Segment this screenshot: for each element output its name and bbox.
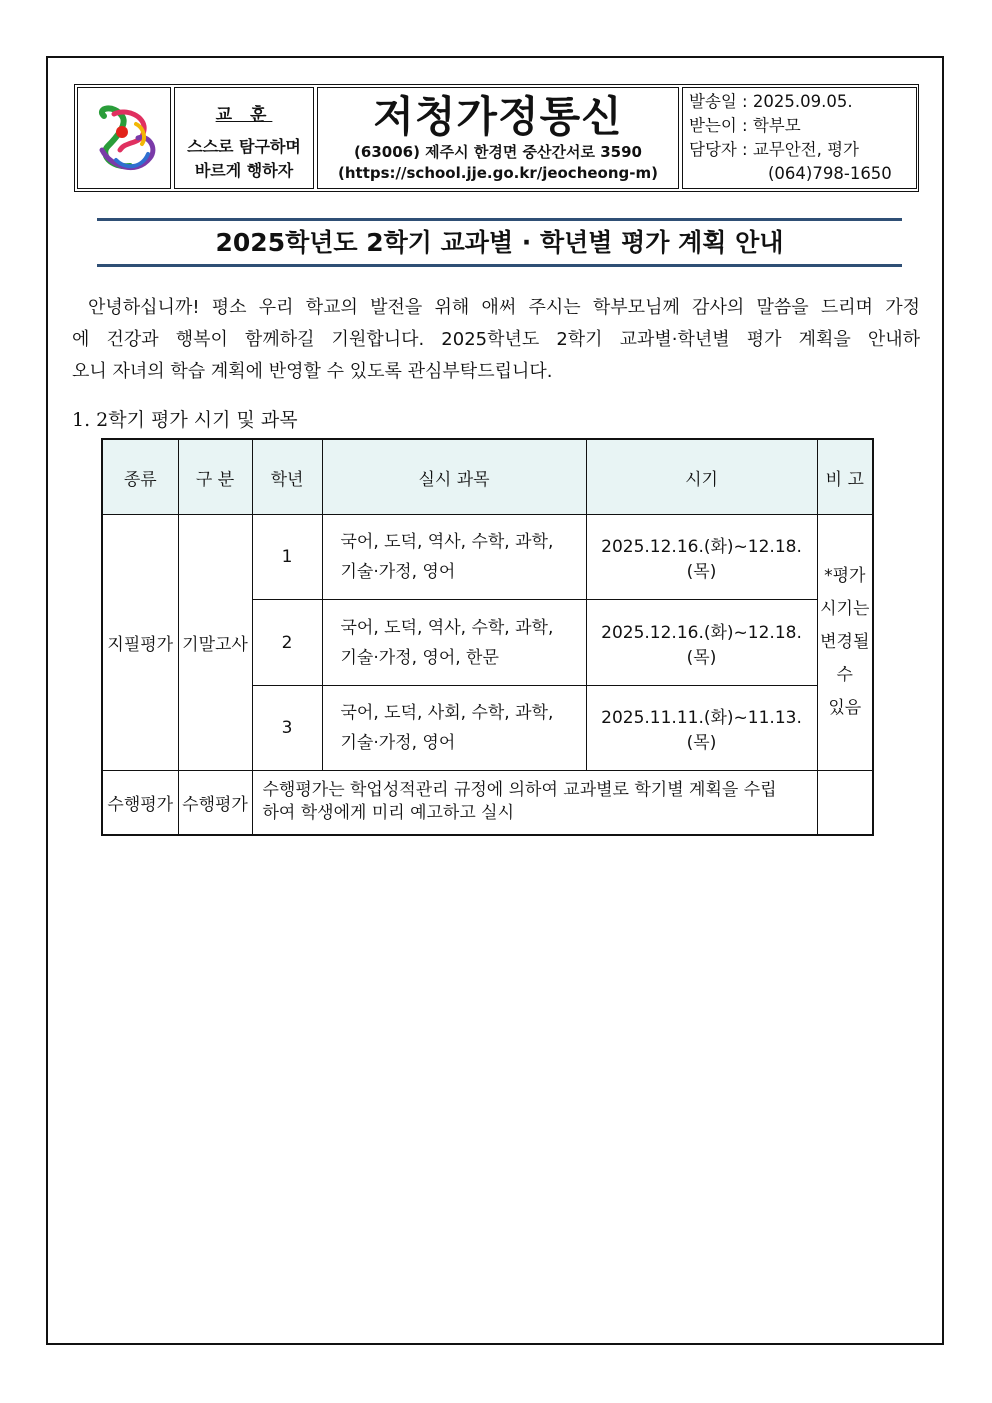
subjects-line: 국어, 도덕, 역사, 수학, 과학, <box>340 617 554 638</box>
written-type-cell: 지필평가 <box>102 515 178 771</box>
performance-category-cell: 수행평가 <box>178 771 252 835</box>
banner-top-rule <box>97 218 902 221</box>
issue-info <box>682 87 917 189</box>
subjects-line: 기술·가정, 영어, 한문 <box>340 647 499 668</box>
intro-line: 오니 자녀의 학습 계획에 반영할 수 있도록 관심부탁드립니다. <box>72 361 553 382</box>
grade-cell: 2 <box>252 600 322 686</box>
note-line: 있음 <box>828 698 862 718</box>
motto-heading: 교 훈 <box>215 105 273 125</box>
table-row <box>102 515 873 600</box>
subjects-cell <box>322 515 586 600</box>
motto-line: 스스로 탐구하며 <box>187 137 301 156</box>
period-cell: 2025.12.16.(화)~12.18.(목) <box>586 600 817 686</box>
performance-type-cell: 수행평가 <box>102 771 178 835</box>
note-line: 변경될 <box>820 632 870 652</box>
col-header: 비 고 <box>817 439 873 515</box>
note-line: 수 <box>836 665 853 685</box>
note-line: *평가 <box>824 566 866 586</box>
note-cell <box>817 515 873 771</box>
school-motto <box>174 87 314 189</box>
written-category-cell: 기말고사 <box>178 515 252 771</box>
document-title: 2025학년도 2학기 교과별 · 학년별 평가 계획 안내 <box>215 228 784 257</box>
intro-line: 에 건강과 행복이 함께하길 기원합니다. 2025학년도 2학기 교과별·학년별 평가 계획을 안내하 <box>72 329 920 350</box>
performance-note-cell <box>817 771 873 835</box>
performance-description-line: 하여 학생에게 미리 예고하고 실시 <box>262 803 515 824</box>
col-header: 구 분 <box>178 439 252 515</box>
school-address: (63006) 제주시 한경면 중산간서로 3590 <box>354 143 642 161</box>
subjects-line: 기술·가정, 영어 <box>340 562 456 582</box>
grade-cell: 3 <box>252 686 322 771</box>
manager: 담당자 : 교무안전, 평가 <box>689 140 859 159</box>
newsletter-title-box <box>317 87 679 189</box>
grade-cell: 1 <box>252 515 322 600</box>
newsletter-title: 저청가정통신 <box>373 92 623 141</box>
period-cell: 2025.12.16.(화)~12.18.(목) <box>586 515 817 600</box>
period-cell: 2025.11.11.(화)~11.13.(목) <box>586 686 817 771</box>
intro-paragraph <box>72 292 920 388</box>
recipient: 받는이 : 학부모 <box>689 116 801 135</box>
newsletter-header <box>74 84 919 192</box>
issue-date: 발송일 : 2025.09.05. <box>689 92 853 111</box>
motto-line: 바르게 행하자 <box>194 161 294 180</box>
school-logo <box>77 87 171 189</box>
subjects-line: 기술·가정, 영어 <box>340 733 456 753</box>
table-row <box>102 771 873 835</box>
school-url[interactable]: (https://school.jje.go.kr/jeocheong-m) <box>338 164 658 182</box>
subjects-cell <box>322 686 586 771</box>
phone-number: (064)798-1650 <box>768 164 892 183</box>
col-header: 시기 <box>586 439 817 515</box>
evaluation-plan-table <box>101 438 874 836</box>
table-header-row <box>102 439 873 515</box>
note-line: 시기는 <box>820 599 870 619</box>
col-header: 학년 <box>252 439 322 515</box>
subjects-cell <box>322 600 586 686</box>
intro-line: 안녕하십니까! 평소 우리 학교의 발전을 위해 애써 주시는 학부모님께 감사의 말씀을 드리며 가정 <box>88 297 920 318</box>
performance-description-cell <box>252 771 817 835</box>
col-header: 실시 과목 <box>322 439 586 515</box>
performance-description-line: 수행평가는 학업성적관리 규정에 의하여 교과별로 학기별 계획을 수립 <box>262 780 777 801</box>
banner-bottom-rule <box>97 264 902 267</box>
col-header: 종류 <box>102 439 178 515</box>
section-heading: 1. 2학기 평가 시기 및 과목 <box>72 409 298 431</box>
subjects-line: 국어, 도덕, 역사, 수학, 과학, <box>340 532 554 552</box>
subjects-line: 국어, 도덕, 사회, 수학, 과학, <box>340 703 554 723</box>
